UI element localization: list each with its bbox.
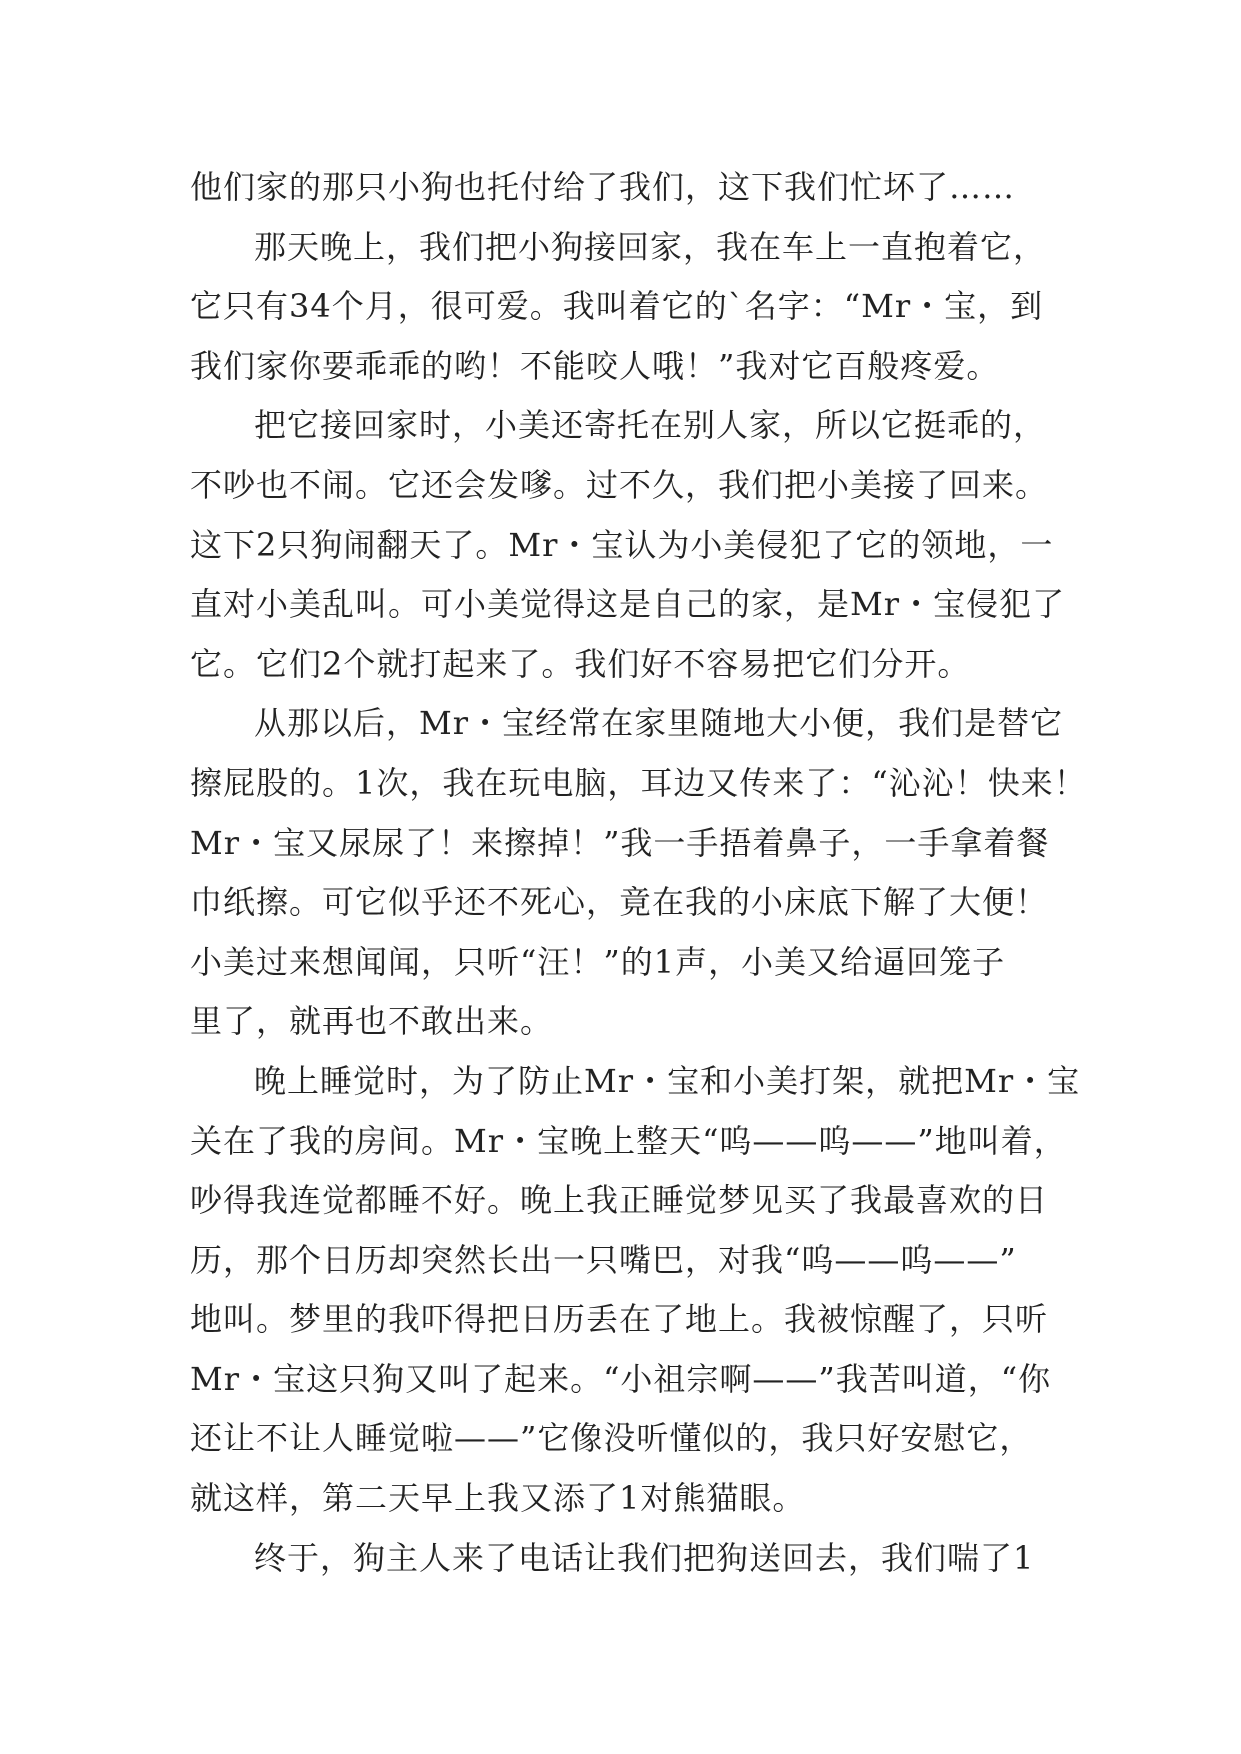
text-line: 我们家你要乖乖的哟！不能咬人哦！”我对它百般疼爱。	[190, 346, 1000, 385]
paragraph-first-line: 终于，狗主人来了电话让我们把狗送回去，我们喘了1	[254, 1538, 1035, 1577]
text-line: 不吵也不闹。它还会发嗲。过不久，我们把小美接了回来。	[190, 465, 1049, 504]
text-line: 关在了我的房间。Mr・宝晚上整天“呜——呜——”地叫着，	[190, 1121, 1067, 1160]
paragraph-first-line: 从那以后，Mr・宝经常在家里随地大小便，我们是替它	[254, 704, 1064, 743]
text-line: 地叫。梦里的我吓得把日历丢在了地上。我被惊醒了，只听	[190, 1300, 1049, 1339]
text-line: 还让不让人睡觉啦——”它像没听懂似的，我只好安慰它，	[190, 1419, 1033, 1458]
text-line: Mr・宝这只狗又叫了起来。“小祖宗啊——”我苦叫道，“你	[190, 1359, 1052, 1398]
article-body	[190, 158, 1090, 1588]
paragraph-first-line: 晚上睡觉时，为了防止Mr・宝和小美打架，就把Mr・宝	[254, 1061, 1081, 1100]
text-line: Mr・宝又尿尿了！来擦掉！”我一手捂着鼻子，一手拿着餐	[190, 823, 1050, 862]
text-line: 就这样，第二天早上我又添了1对熊猫眼。	[190, 1479, 806, 1518]
text-line: 巾纸擦。可它似乎还不死心，竟在我的小床底下解了大便！	[190, 883, 1049, 922]
text-line: 它。它们2个就打起来了。我们好不容易把它们分开。	[190, 644, 971, 683]
paragraph-first-line: 那天晚上，我们把小狗接回家，我在车上一直抱着它，	[254, 227, 1047, 266]
text-line: 他们家的那只小狗也托付给了我们，这下我们忙坏了……	[190, 168, 1016, 206]
text-line: 直对小美乱叫。可小美觉得这是自己的家，是Mr・宝侵犯了	[190, 585, 1066, 624]
text-line: 历，那个日历却突然长出一只嘴巴，对我“呜——呜——”	[190, 1240, 1017, 1279]
text-line: 它只有34个月，很可爱。我叫着它的`名字：“Mr・宝，到	[190, 287, 1044, 326]
text-line: 擦屁股的。1次，我在玩电脑，耳边又传来了：“沁沁！快来！	[190, 763, 1087, 802]
paragraph-first-line: 把它接回家时，小美还寄托在别人家，所以它挺乖的，	[254, 406, 1047, 445]
text-line: 小美过来想闻闻，只听“汪！”的1声，小美又给逼回笼子	[190, 942, 1006, 981]
text-line: 吵得我连觉都睡不好。晚上我正睡觉梦见买了我最喜欢的日	[190, 1181, 1049, 1220]
text-line: 这下2只狗闹翻天了。Mr・宝认为小美侵犯了它的领地，一	[190, 525, 1054, 564]
text-line: 里了，就再也不敢出来。	[190, 1002, 554, 1041]
